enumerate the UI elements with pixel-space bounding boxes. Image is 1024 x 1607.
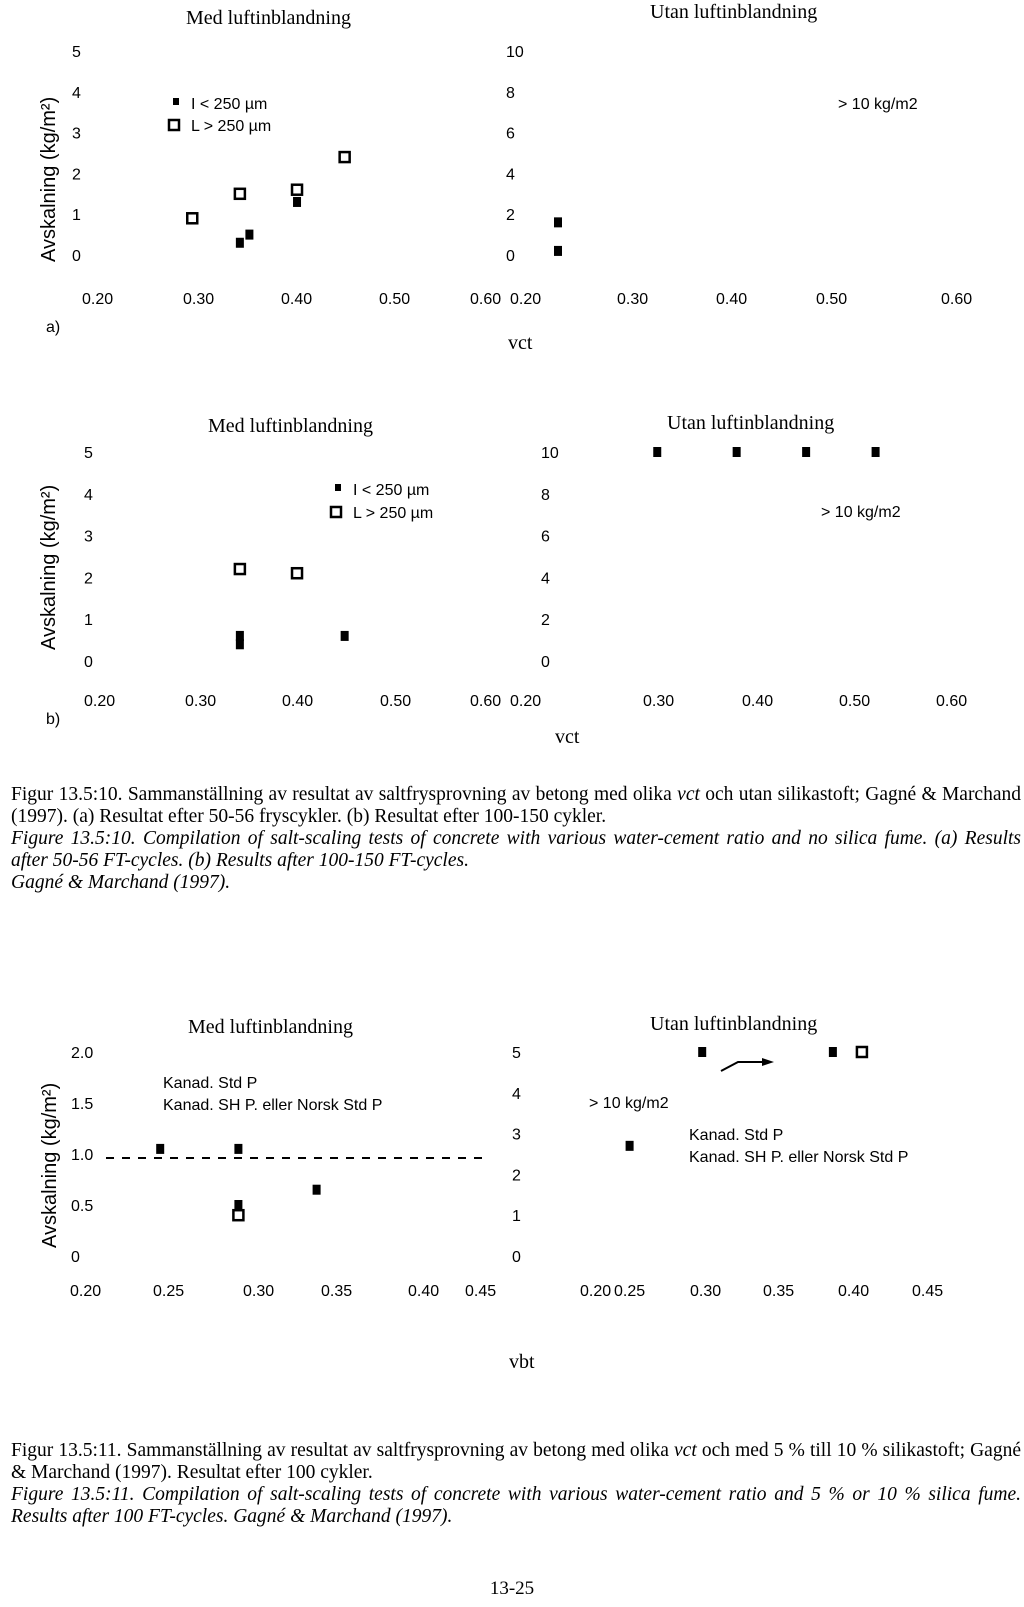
data-point-filled: [829, 1047, 837, 1057]
legend-open-marker: [331, 507, 341, 517]
legend-filled-marker: [173, 98, 179, 105]
y-tick-label: 0: [541, 654, 550, 671]
legend-label-sh: Kanad. SH P. eller Norsk Std P: [163, 1097, 383, 1114]
legend-label-small: I < 250 µm: [353, 482, 430, 499]
y-tick-label: 2: [512, 1167, 521, 1185]
annotation-over-10: > 10 kg/m2: [838, 96, 918, 113]
y-tick-label: 6: [541, 528, 550, 546]
annotation-arrowhead: [762, 1058, 774, 1066]
data-point-filled: [245, 230, 253, 240]
y-axis-label: Avskalning (kg/m²): [39, 1082, 61, 1248]
data-point-filled: [293, 197, 301, 207]
caption-sv: Figur 13.5:11. Sammanställning av resultat av saltfrysprovning av betong med olika vct och med 5 % till 10 % silikastoft; Gagné & Marchand (1997). Resultat efter 100 cykler.: [11, 1440, 1021, 1483]
y-tick-label: 3: [512, 1126, 521, 1144]
data-point-open: [235, 564, 245, 574]
legend-label-sh: Kanad. SH P. eller Norsk Std P: [689, 1149, 909, 1166]
data-point-open: [292, 185, 302, 195]
y-tick-label: 0: [71, 1249, 80, 1266]
y-tick-label: 10: [541, 445, 559, 462]
y-tick-label: 4: [72, 84, 81, 102]
x-tick-label: 0.25: [153, 1283, 185, 1300]
legend-filled-marker: [335, 484, 341, 491]
panel-label: a): [46, 319, 61, 336]
y-tick-label: 0: [512, 1249, 521, 1266]
data-point-filled: [341, 631, 349, 641]
y-axis-label: Avskalning (kg/m²): [38, 484, 60, 650]
y-tick-label: 1: [512, 1208, 521, 1226]
data-point-open: [340, 152, 350, 162]
data-point-filled: [554, 217, 562, 227]
y-tick-label: 2: [72, 166, 81, 184]
left-panel-title: Med luftinblandning: [186, 7, 351, 29]
x-tick-label: 0.60: [936, 693, 968, 710]
data-point-filled: [698, 1047, 706, 1057]
x-tick-label: 0.30: [643, 693, 675, 710]
y-tick-label: 2.0: [71, 1045, 94, 1062]
x-axis-label: vct: [508, 332, 533, 354]
y-tick-label: 0: [72, 248, 81, 265]
x-tick-label: 0.35: [763, 1283, 795, 1300]
data-point-filled: [733, 447, 741, 457]
x-tick-label: 0.40: [282, 693, 314, 710]
figure-b-svg: [0, 408, 1024, 768]
left-panel-title: Med luftinblandning: [208, 415, 373, 437]
data-point-filled: [313, 1185, 321, 1195]
page-number: 13-25: [489, 1578, 535, 1599]
x-tick-label: 0.20: [70, 1283, 102, 1300]
right-panel-title: Utan luftinblandning: [650, 1013, 818, 1035]
caption-sv: Figur 13.5:10. Sammanställning av resultat av saltfrysprovning av betong med olika vct och utan silikastoft; Gagné & Marchand (1997). (a) Resultat efter 50-56 fryscykler. (b) Resultat efter 100-150 cykler.: [11, 784, 1021, 827]
x-tick-label: 0.60: [941, 291, 973, 308]
y-tick-label: 5: [72, 44, 81, 61]
legend-label-std: Kanad. Std P: [163, 1075, 258, 1092]
x-tick-label: 0.25: [614, 1283, 646, 1300]
x-tick-label: 0.30: [243, 1283, 275, 1300]
legend-label-small: I < 250 µm: [191, 96, 268, 113]
legend-open-marker: [169, 120, 179, 130]
right-panel-title: Utan luftinblandning: [667, 412, 835, 434]
legend: [331, 482, 433, 522]
plot-b-right: [510, 445, 967, 710]
x-tick-label: 0.30: [690, 1283, 722, 1300]
x-tick-label: 0.40: [408, 1283, 440, 1300]
right-panel-title: Utan luftinblandning: [650, 1, 818, 23]
y-tick-label: 0.5: [71, 1198, 94, 1215]
figure-a: [0, 0, 1024, 360]
data-point-filled: [653, 447, 661, 457]
x-axis-label: vct: [555, 726, 580, 748]
figure-c: [0, 1004, 1024, 1394]
annotation-over-10: > 10 kg/m2: [589, 1095, 669, 1112]
plot-c-left: [70, 1045, 496, 1300]
x-tick-label: 0.20: [510, 693, 542, 710]
y-tick-label: 4: [84, 486, 93, 504]
data-point-open: [233, 1210, 243, 1220]
data-point-filled: [626, 1141, 634, 1151]
y-tick-label: 0: [84, 654, 93, 671]
legend-label-std: Kanad. Std P: [689, 1127, 784, 1144]
legend: [169, 96, 271, 135]
y-tick-label: 2: [84, 570, 93, 588]
figure-b: [0, 408, 1024, 768]
x-tick-label: 0.50: [379, 291, 411, 308]
data-point-filled: [236, 238, 244, 248]
caption-en: Figure 13.5:11. Compilation of salt-scaling tests of concrete with various water-cement ratio and 5 % or 10 % silica fume. Results after 100 FT-cycles. Gagné & Marchand (1997).: [11, 1484, 1021, 1527]
y-tick-label: 0: [506, 248, 515, 265]
y-tick-label: 6: [506, 125, 515, 143]
data-point-filled: [236, 631, 244, 641]
y-tick-label: 1.5: [71, 1096, 94, 1113]
y-axis-label: Avskalning (kg/m²): [38, 96, 60, 262]
x-tick-label: 0.40: [838, 1283, 870, 1300]
x-tick-label: 0.20: [82, 291, 114, 308]
x-tick-label: 0.20: [510, 291, 542, 308]
x-tick-label: 0.45: [912, 1283, 944, 1300]
data-point-filled: [234, 1200, 242, 1210]
caption-figure-10: [11, 784, 1021, 894]
x-tick-label: 0.30: [617, 291, 649, 308]
panel-label: b): [46, 711, 61, 728]
plot-a-right: [506, 44, 972, 308]
annotation-arrow: [721, 1062, 765, 1071]
y-tick-label: 2: [541, 612, 550, 630]
annotation-over-10: > 10 kg/m2: [821, 504, 901, 521]
data-point-open: [292, 568, 302, 578]
y-tick-label: 3: [84, 528, 93, 546]
y-tick-label: 8: [506, 84, 515, 102]
x-tick-label: 0.30: [185, 693, 217, 710]
legend-left: [163, 1075, 382, 1114]
data-point-filled: [234, 1144, 242, 1154]
x-tick-label: 0.50: [839, 693, 871, 710]
x-tick-label: 0.35: [321, 1283, 353, 1300]
data-point-open: [857, 1047, 867, 1057]
y-tick-label: 8: [541, 486, 550, 504]
data-point-filled: [872, 447, 880, 457]
y-tick-label: 10: [506, 44, 524, 61]
data-point-filled: [802, 447, 810, 457]
y-tick-label: 5: [84, 445, 93, 462]
x-tick-label: 0.45: [465, 1283, 497, 1300]
y-tick-label: 1: [72, 207, 81, 225]
legend-right: [689, 1127, 908, 1166]
data-point-open: [187, 213, 197, 223]
x-tick-label: 0.20: [84, 693, 116, 710]
figure-a-svg: [0, 0, 1024, 360]
data-point-open: [235, 189, 245, 199]
plot-b-left: [84, 445, 501, 710]
y-tick-label: 4: [506, 166, 515, 184]
x-tick-label: 0.50: [380, 693, 412, 710]
y-tick-label: 4: [512, 1085, 521, 1103]
y-tick-label: 4: [541, 570, 550, 588]
x-axis-label: vbt: [509, 1351, 535, 1373]
x-tick-label: 0.60: [470, 291, 502, 308]
data-point-filled: [554, 246, 562, 256]
x-tick-label: 0.60: [470, 693, 502, 710]
caption-en: Figure 13.5:10. Compilation of salt-scaling tests of concrete with various water-cement ratio and no silica fume. (a) Results after 50-56 FT-cycles. (b) Results after 100-150 FT-cycles. Gagné & Marchand (1997).: [11, 828, 1021, 893]
plot-c-right: [512, 1045, 943, 1300]
x-tick-label: 0.50: [816, 291, 848, 308]
y-tick-label: 3: [72, 125, 81, 143]
y-tick-label: 1.0: [71, 1147, 94, 1164]
x-tick-label: 0.40: [281, 291, 313, 308]
left-panel-title: Med luftinblandning: [188, 1016, 353, 1038]
legend-label-large: L > 250 µm: [191, 118, 272, 135]
x-tick-label: 0.20: [580, 1283, 612, 1300]
x-tick-label: 0.40: [716, 291, 748, 308]
y-tick-label: 1: [84, 612, 93, 630]
data-point-filled: [156, 1144, 164, 1154]
y-tick-label: 5: [512, 1045, 521, 1062]
x-tick-label: 0.40: [742, 693, 774, 710]
x-tick-label: 0.30: [183, 291, 215, 308]
figure-c-svg: [0, 1004, 1024, 1394]
y-tick-label: 2: [506, 207, 515, 225]
caption-figure-11: [11, 1440, 1021, 1528]
plot-a-left: [72, 44, 501, 308]
legend-label-large: L > 250 µm: [353, 505, 434, 522]
